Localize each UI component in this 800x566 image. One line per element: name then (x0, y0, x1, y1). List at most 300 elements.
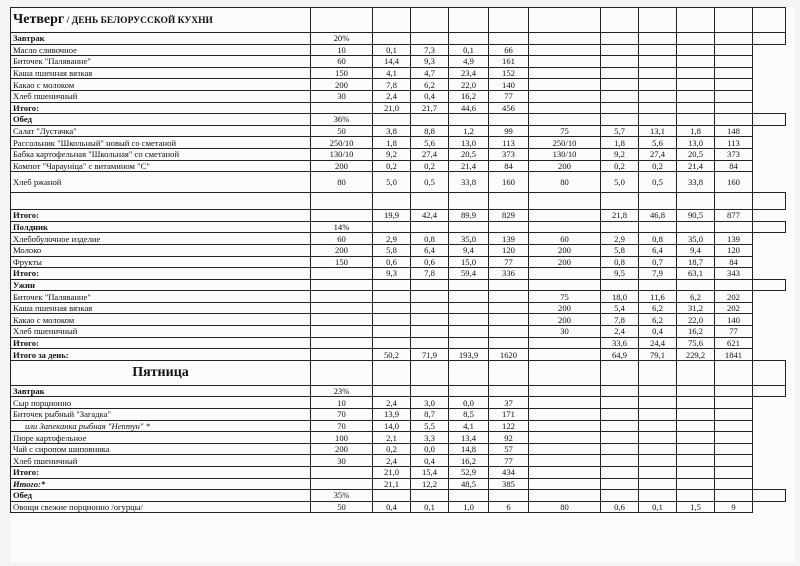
value-cell (373, 326, 411, 338)
value-cell (677, 443, 715, 455)
dish-row (11, 233, 786, 245)
value-cell: 200 (529, 314, 601, 326)
value-cell: 77 (489, 256, 529, 268)
value-cell: 148 (715, 125, 753, 137)
empty-cell (753, 114, 786, 126)
dish-name: Хлеб пшеничный (11, 90, 311, 102)
value-cell (489, 326, 529, 338)
total-value: 21,8 (601, 210, 639, 222)
value-cell (715, 409, 753, 421)
value-cell: 2,4 (601, 326, 639, 338)
total-value: 21,0 (373, 467, 411, 479)
value-cell: 150 (311, 256, 373, 268)
value-cell (601, 397, 639, 409)
total-value (639, 467, 677, 479)
total-value: 7,8 (411, 268, 449, 280)
value-cell (677, 420, 715, 432)
value-cell: 15,0 (449, 256, 489, 268)
total-value: 829 (489, 210, 529, 222)
section-label: Завтрак (11, 385, 311, 397)
empty-cell (753, 221, 786, 233)
value-cell: 16,2 (677, 326, 715, 338)
value-cell: 130/10 (529, 148, 601, 160)
empty-cell (489, 33, 529, 45)
empty-cell (639, 385, 677, 397)
value-cell: 6,2 (411, 79, 449, 91)
thursday-title (11, 8, 311, 33)
empty-cell (311, 8, 373, 33)
value-cell (529, 455, 601, 467)
value-cell: 60 (311, 233, 373, 245)
value-cell (715, 455, 753, 467)
total-value: 63,1 (677, 268, 715, 280)
total-row (11, 337, 786, 349)
value-cell: 6,4 (411, 244, 449, 256)
value-cell: 0,4 (639, 326, 677, 338)
dish-name: Пюре картофельное (11, 432, 311, 444)
value-cell: 3,0 (411, 397, 449, 409)
value-cell: 140 (715, 314, 753, 326)
value-cell (677, 397, 715, 409)
value-cell: 5,7 (601, 125, 639, 137)
value-cell: 14,4 (373, 56, 411, 68)
value-cell (639, 44, 677, 56)
empty-cell (449, 193, 489, 210)
section-header-row (11, 33, 786, 45)
total-value: 90,5 (677, 210, 715, 222)
total-label: Итого: (11, 102, 311, 114)
empty-cell (449, 8, 489, 33)
empty-cell (449, 385, 489, 397)
empty-cell (639, 8, 677, 33)
value-cell (601, 67, 639, 79)
value-cell: 200 (529, 244, 601, 256)
empty-cell (753, 490, 786, 502)
value-cell: 0,8 (639, 233, 677, 245)
empty-cell (677, 221, 715, 233)
section-header-row (11, 114, 786, 126)
value-cell (529, 397, 601, 409)
value-cell: 5,0 (601, 172, 639, 193)
total-value: 193,9 (449, 349, 489, 361)
value-cell: 21,4 (677, 160, 715, 172)
empty-cell (411, 279, 449, 291)
dish-row (11, 256, 786, 268)
empty-cell (529, 490, 601, 502)
value-cell: 27,4 (411, 148, 449, 160)
empty-cell (715, 360, 753, 385)
dish-name: Хлеб пшеничный (11, 326, 311, 338)
friday-title-row (11, 360, 786, 385)
total-value: 33,6 (601, 337, 639, 349)
value-cell: 6 (489, 501, 529, 513)
value-cell: 9,4 (449, 244, 489, 256)
value-cell: 120 (489, 244, 529, 256)
value-cell: 1,2 (449, 125, 489, 137)
empty-cell (311, 349, 373, 361)
value-cell (411, 326, 449, 338)
value-cell (639, 67, 677, 79)
value-cell: 200 (529, 160, 601, 172)
value-cell: 202 (715, 302, 753, 314)
value-cell: 31,2 (677, 302, 715, 314)
value-cell: 77 (489, 90, 529, 102)
value-cell: 99 (489, 125, 529, 137)
dish-name: Хлебобулочное изделие (11, 233, 311, 245)
value-cell: 60 (529, 233, 601, 245)
dish-row (11, 125, 786, 137)
empty-cell (601, 385, 639, 397)
value-cell: 9,2 (373, 148, 411, 160)
value-cell: 6,2 (677, 291, 715, 303)
value-cell (601, 432, 639, 444)
dish-row (11, 420, 786, 432)
value-cell (639, 443, 677, 455)
value-cell: 0,1 (411, 501, 449, 513)
value-cell: 8,7 (411, 409, 449, 421)
value-cell (529, 79, 601, 91)
dish-name: Хлеб ржаной (11, 172, 311, 193)
empty-cell (639, 221, 677, 233)
value-cell: 160 (489, 172, 529, 193)
value-cell (529, 432, 601, 444)
value-cell: 0,4 (411, 455, 449, 467)
value-cell (715, 44, 753, 56)
value-cell: 18,0 (601, 291, 639, 303)
dish-name: Бабка картофельная "Школьная" со сметаной (11, 148, 311, 160)
empty-cell (601, 33, 639, 45)
empty-cell (489, 8, 529, 33)
value-cell: 13,9 (373, 409, 411, 421)
value-cell: 160 (715, 172, 753, 193)
value-cell: 70 (311, 409, 373, 421)
dish-name: Молоко (11, 244, 311, 256)
value-cell: 50 (311, 501, 373, 513)
total-value: 48,5 (449, 478, 489, 490)
value-cell: 0,0 (411, 443, 449, 455)
dish-row (11, 314, 786, 326)
empty-cell (677, 193, 715, 210)
total-label: Итого: (11, 268, 311, 280)
total-label: Итого:* (11, 478, 311, 490)
total-value: 7,9 (639, 268, 677, 280)
value-cell: 2,4 (373, 90, 411, 102)
value-cell (601, 56, 639, 68)
value-cell: 0,7 (639, 256, 677, 268)
value-cell: 5,4 (601, 302, 639, 314)
dish-row (11, 148, 786, 160)
empty-cell (715, 385, 753, 397)
total-value (601, 467, 639, 479)
value-cell (715, 56, 753, 68)
dish-row (11, 160, 786, 172)
value-cell: 6,2 (639, 302, 677, 314)
dish-name: или Запеканка рыбная "Нептун" * (11, 420, 311, 432)
total-value: 42,4 (411, 210, 449, 222)
value-cell: 139 (489, 233, 529, 245)
value-cell: 171 (489, 409, 529, 421)
value-cell (715, 67, 753, 79)
value-cell (449, 326, 489, 338)
value-cell (601, 90, 639, 102)
empty-cell (411, 385, 449, 397)
empty-cell (639, 114, 677, 126)
total-value: 343 (715, 268, 753, 280)
value-cell: 18,7 (677, 256, 715, 268)
section-label: Обед (11, 114, 311, 126)
empty-cell (529, 114, 601, 126)
dish-row (11, 455, 786, 467)
empty-cell (411, 490, 449, 502)
empty-cell (373, 193, 411, 210)
empty-cell (677, 385, 715, 397)
total-value: 50,2 (373, 349, 411, 361)
empty-cell (489, 114, 529, 126)
total-value (449, 337, 489, 349)
value-cell: 2,1 (373, 432, 411, 444)
total-value (411, 337, 449, 349)
value-cell: 0,2 (601, 160, 639, 172)
value-cell (411, 291, 449, 303)
dish-row (11, 90, 786, 102)
value-cell: 14,0 (373, 420, 411, 432)
empty-cell (529, 210, 601, 222)
value-cell (601, 455, 639, 467)
total-value (489, 337, 529, 349)
value-cell: 1,0 (449, 501, 489, 513)
value-cell: 20,5 (677, 148, 715, 160)
empty-cell (677, 279, 715, 291)
value-cell: 2,4 (373, 397, 411, 409)
dish-row (11, 432, 786, 444)
empty-cell (639, 279, 677, 291)
empty-cell (489, 490, 529, 502)
empty-cell (715, 193, 753, 210)
value-cell: 23,4 (449, 67, 489, 79)
total-row (11, 349, 786, 361)
menu-sheet (10, 7, 795, 562)
section-label: Обед (11, 490, 311, 502)
value-cell: 9,4 (677, 244, 715, 256)
empty-cell (753, 360, 786, 385)
value-cell: 10 (311, 44, 373, 56)
value-cell: 8,5 (449, 409, 489, 421)
value-cell (677, 432, 715, 444)
total-value: 21,0 (373, 102, 411, 114)
value-cell (601, 409, 639, 421)
value-cell (639, 455, 677, 467)
value-cell: 5,0 (373, 172, 411, 193)
value-cell: 7,3 (411, 44, 449, 56)
empty-cell (677, 33, 715, 45)
value-cell: 7,8 (373, 79, 411, 91)
day-name: Четверг (13, 11, 65, 27)
value-cell: 80 (529, 501, 601, 513)
empty-cell (529, 337, 601, 349)
empty-cell (11, 193, 311, 210)
value-cell: 33,8 (449, 172, 489, 193)
value-cell: 0,6 (601, 501, 639, 513)
value-cell: 2,4 (373, 455, 411, 467)
value-cell: 20,5 (449, 148, 489, 160)
value-cell: 1,8 (373, 137, 411, 149)
value-cell: 1,8 (677, 125, 715, 137)
menu-table-body (11, 8, 786, 513)
value-cell: 1,5 (677, 501, 715, 513)
value-cell (449, 314, 489, 326)
value-cell: 22,0 (449, 79, 489, 91)
empty-cell (715, 490, 753, 502)
value-cell: 8,8 (411, 125, 449, 137)
total-value: 46,8 (639, 210, 677, 222)
empty-cell (715, 221, 753, 233)
dish-name: Хлеб пшеничный (11, 455, 311, 467)
value-cell (715, 432, 753, 444)
value-cell: 3,3 (411, 432, 449, 444)
total-value: 456 (489, 102, 529, 114)
value-cell: 1,8 (601, 137, 639, 149)
value-cell (677, 56, 715, 68)
empty-cell (529, 8, 601, 33)
dish-name: Сыр порционно (11, 397, 311, 409)
value-cell (311, 314, 373, 326)
value-cell: 37 (489, 397, 529, 409)
section-header-row (11, 279, 786, 291)
menu-table (10, 7, 786, 513)
empty-cell (639, 193, 677, 210)
value-cell: 5,6 (639, 137, 677, 149)
value-cell (529, 420, 601, 432)
friday-title: Пятница (11, 360, 311, 385)
value-cell (677, 79, 715, 91)
value-cell: 75 (529, 125, 601, 137)
value-cell (715, 397, 753, 409)
value-cell: 0,2 (411, 160, 449, 172)
empty-cell (489, 385, 529, 397)
dish-name: Биточек "Паляванне" (11, 56, 311, 68)
value-cell (601, 443, 639, 455)
dish-name: Рассольник "Школьный" новый со сметаной (11, 137, 311, 149)
dish-row (11, 67, 786, 79)
value-cell (677, 44, 715, 56)
total-row (11, 210, 786, 222)
value-cell: 30 (311, 455, 373, 467)
value-cell: 30 (529, 326, 601, 338)
total-value: 15,4 (411, 467, 449, 479)
empty-cell (601, 193, 639, 210)
dish-row (11, 326, 786, 338)
value-cell: 16,2 (449, 90, 489, 102)
empty-cell (373, 33, 411, 45)
value-cell (677, 409, 715, 421)
spacer-row (11, 193, 786, 210)
empty-cell (411, 33, 449, 45)
value-cell: 200 (311, 79, 373, 91)
value-cell: 4,9 (449, 56, 489, 68)
empty-cell (373, 490, 411, 502)
dish-name: Компот "Чараунiца" с витамином "С" (11, 160, 311, 172)
empty-cell (529, 102, 601, 114)
value-cell: 0,6 (373, 256, 411, 268)
empty-cell (677, 360, 715, 385)
value-cell: 50 (311, 125, 373, 137)
value-cell: 13,4 (449, 432, 489, 444)
empty-cell (529, 221, 601, 233)
value-cell: 70 (311, 420, 373, 432)
empty-cell (411, 114, 449, 126)
dish-row (11, 443, 786, 455)
dish-row (11, 501, 786, 513)
value-cell (373, 302, 411, 314)
empty-cell (677, 490, 715, 502)
section-header-row (11, 221, 786, 233)
total-value: 19,9 (373, 210, 411, 222)
empty-cell (529, 268, 601, 280)
dish-row (11, 409, 786, 421)
value-cell: 9,2 (601, 148, 639, 160)
value-cell: 27,4 (639, 148, 677, 160)
value-cell: 5,5 (411, 420, 449, 432)
value-cell (601, 44, 639, 56)
section-header-row (11, 490, 786, 502)
value-cell: 0,6 (411, 256, 449, 268)
total-value (715, 467, 753, 479)
empty-cell (311, 467, 373, 479)
total-value: 9,5 (601, 268, 639, 280)
value-cell (373, 291, 411, 303)
dish-name: Какао с молоком (11, 314, 311, 326)
value-cell: 4,1 (449, 420, 489, 432)
value-cell: 0,1 (373, 44, 411, 56)
total-value (639, 102, 677, 114)
empty-cell (411, 193, 449, 210)
value-cell: 13,0 (449, 137, 489, 149)
empty-cell (529, 478, 601, 490)
empty-cell (601, 279, 639, 291)
dish-row (11, 302, 786, 314)
dish-row (11, 291, 786, 303)
section-label: Завтрак (11, 33, 311, 45)
value-cell: 9 (715, 501, 753, 513)
value-cell (639, 409, 677, 421)
total-row (11, 478, 786, 490)
value-cell (677, 455, 715, 467)
value-cell: 10 (311, 397, 373, 409)
value-cell: 200 (311, 443, 373, 455)
value-cell (411, 314, 449, 326)
empty-cell (715, 33, 753, 45)
total-value (715, 102, 753, 114)
empty-cell (449, 279, 489, 291)
value-cell: 5,6 (411, 137, 449, 149)
empty-cell (529, 349, 601, 361)
dish-name: Чай с сиропом шиповника (11, 443, 311, 455)
empty-cell (529, 360, 601, 385)
total-label: Итого: (11, 337, 311, 349)
value-cell: 0,2 (373, 443, 411, 455)
empty-cell (311, 337, 373, 349)
value-cell: 4,1 (373, 67, 411, 79)
section-header-row (11, 385, 786, 397)
total-value: 21,7 (411, 102, 449, 114)
value-cell (639, 90, 677, 102)
value-cell: 113 (715, 137, 753, 149)
value-cell: 9,3 (411, 56, 449, 68)
total-value (601, 478, 639, 490)
value-cell: 0,2 (373, 160, 411, 172)
value-cell: 30 (311, 90, 373, 102)
value-cell (311, 302, 373, 314)
